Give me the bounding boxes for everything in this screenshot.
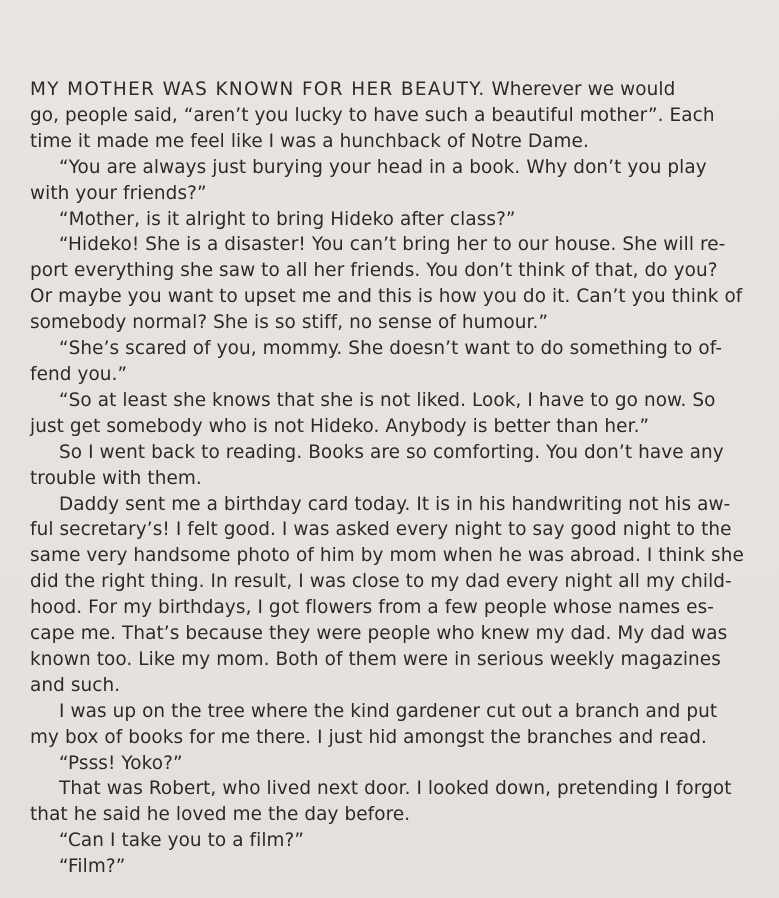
text-line: ful secretary’s! I felt good. I was asked every night to say good night to the — [30, 519, 732, 541]
text-line: hood. For my birthdays, I got flowers from a few people whose names es- — [30, 597, 715, 619]
text-line: “So at least she knows that she is not liked. Look, I have to go now. So — [59, 389, 716, 411]
text-line: go, people said, “aren’t you lucky to have such a beautiful mother”. Each — [30, 104, 715, 126]
paragraph — [30, 77, 765, 155]
paragraph — [30, 492, 765, 699]
paragraph — [30, 207, 765, 233]
text-line: fend you.” — [30, 363, 128, 385]
text-line: Or maybe you want to upset me and this is how you do it. Can’t you think of — [30, 286, 743, 308]
text-line: “Mother, is it alright to bring Hideko after class?” — [59, 208, 516, 230]
text-line: did the right thing. In result, I was close to my dad every night all my child- — [30, 571, 732, 593]
text-line: “Film?” — [59, 856, 126, 878]
text-line: that he said he loved me the day before. — [30, 804, 411, 826]
paragraph — [30, 388, 765, 440]
text-line: “Psss! Yoko?” — [59, 752, 183, 774]
paragraph — [30, 699, 765, 751]
paragraph — [30, 854, 765, 880]
paragraph — [30, 440, 765, 492]
text-line: with your friends?” — [30, 182, 207, 204]
text-line: “She’s scared of you, mommy. She doesn’t want to do something to of- — [59, 338, 723, 360]
text-line: MY MOTHER WAS KNOWN FOR HER BEAUTY. Wherever we would — [30, 79, 676, 100]
paragraph — [30, 232, 765, 336]
text-line: known too. Like my mom. Both of them were in serious weekly magazines — [30, 648, 721, 670]
text-line: Daddy sent me a birthday card today. It is in his handwriting not his aw- — [59, 493, 731, 515]
paragraph — [30, 828, 765, 854]
text-line: port everything she saw to all her friends. You don’t think of that, do you? — [30, 260, 718, 282]
body-text — [30, 77, 765, 880]
text-line: somebody normal? She is so stiff, no sense of humour.” — [30, 312, 549, 334]
small-caps-opening: MY MOTHER WAS KNOWN FOR HER BEAUTY. — [30, 79, 486, 100]
text-line: That was Robert, who lived next door. I looked down, pretending I forgot — [59, 778, 732, 800]
text-line: “Can I take you to a film?” — [59, 830, 305, 852]
paragraph — [30, 336, 765, 388]
text-line: “Hideko! She is a disaster! You can’t bring her to our house. She will re- — [59, 234, 726, 256]
text-line: time it made me feel like I was a hunchback of Notre Dame. — [30, 130, 589, 152]
text-line: So I went back to reading. Books are so comforting. You don’t have any — [59, 441, 724, 463]
text-line: just get somebody who is not Hideko. Anybody is better than her.” — [30, 415, 650, 437]
text-line: same very handsome photo of him by mom when he was abroad. I think she — [30, 545, 744, 567]
text-line: trouble with them. — [30, 467, 202, 489]
text-line: cape me. That’s because they were people who knew my dad. My dad was — [30, 623, 728, 645]
text-line: I was up on the tree where the kind gardener cut out a branch and put — [59, 700, 718, 722]
paragraph — [30, 751, 765, 777]
paragraph — [30, 155, 765, 207]
text-line: my box of books for me there. I just hid amongst the branches and read. — [30, 726, 707, 748]
paragraph — [30, 776, 765, 828]
text-line: and such. — [30, 674, 121, 696]
text-line: “You are always just burying your head in a book. Why don’t you play — [59, 156, 707, 178]
